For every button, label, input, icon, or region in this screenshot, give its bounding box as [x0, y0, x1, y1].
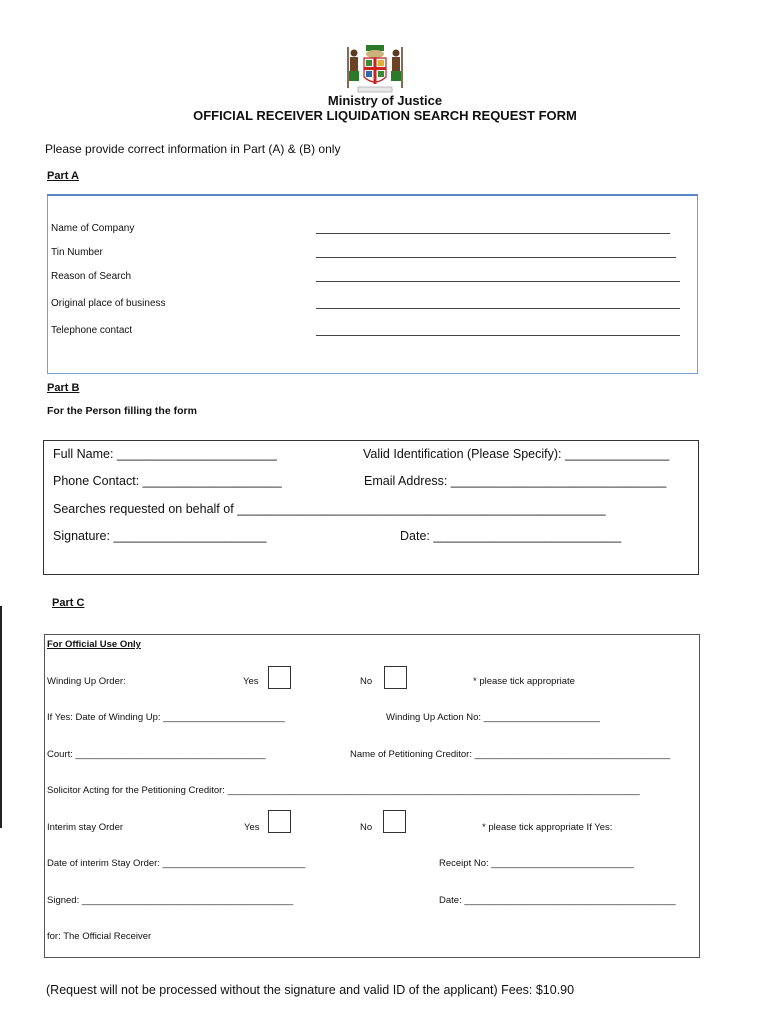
- interim-yes-checkbox[interactable]: [268, 810, 291, 833]
- part-b-box: [43, 440, 699, 575]
- interim-stay-order-label: Interim stay Order: [47, 822, 124, 833]
- part-a-heading: Part A: [47, 170, 79, 182]
- email-address-field[interactable]: Email Address: _______________________________: [364, 474, 667, 488]
- winding-up-order-label: Winding Up Order:: [47, 676, 126, 687]
- form-instructions: Please provide correct information in Part (A) & (B) only: [45, 142, 341, 156]
- official-use-heading: For Official Use Only: [47, 639, 141, 650]
- part-b-subtitle: For the Person filling the form: [47, 405, 197, 417]
- part-b-heading: Part B: [47, 382, 80, 394]
- margin-divider: [0, 606, 2, 828]
- court-field[interactable]: Court: ____________________________________: [47, 749, 266, 760]
- tick-note: * please tick appropriate: [473, 676, 575, 687]
- place-of-business-label: Original place of business: [51, 298, 166, 309]
- telephone-contact-label: Telephone contact: [51, 325, 133, 336]
- form-title: OFFICIAL RECEIVER LIQUIDATION SEARCH REQUEST FORM: [193, 108, 577, 123]
- date-field[interactable]: Date: ___________________________: [400, 529, 622, 543]
- solicitor-field[interactable]: Solicitor Acting for the Petitioning Creditor: ______________________________________________________________________________: [47, 785, 640, 796]
- winding-up-yes-label: Yes: [243, 676, 259, 687]
- phone-contact-field[interactable]: Phone Contact: ____________________: [53, 474, 282, 488]
- winding-up-no-label: No: [360, 676, 373, 687]
- reason-of-search-label: Reason of Search: [51, 271, 132, 282]
- winding-up-no-checkbox[interactable]: [384, 666, 407, 689]
- footer-note: (Request will not be processed without the signature and valid ID of the applicant) Fees: $10.90: [46, 983, 575, 997]
- part-a-box: [47, 194, 698, 374]
- full-name-field[interactable]: Full Name: _______________________: [53, 447, 277, 461]
- telephone-contact-field[interactable]: [316, 335, 680, 336]
- petitioning-creditor-field[interactable]: Name of Petitioning Creditor: _____________________________________: [350, 749, 671, 760]
- interim-no-label: No: [360, 822, 373, 833]
- winding-up-action-no-field[interactable]: Winding Up Action No: ______________________: [386, 712, 600, 723]
- valid-id-field[interactable]: Valid Identification (Please Specify): _______________: [363, 447, 670, 461]
- tin-number-field[interactable]: [316, 257, 676, 258]
- coat-of-arms-emblem: [344, 43, 406, 97]
- tin-number-label: Tin Number: [51, 247, 103, 258]
- receipt-no-field[interactable]: Receipt No: ___________________________: [439, 858, 634, 869]
- interim-yes-label: Yes: [244, 822, 260, 833]
- tick-note-if-yes: * please tick appropriate If Yes:: [482, 822, 613, 833]
- winding-up-date-field[interactable]: If Yes: Date of Winding Up: _______________________: [47, 712, 285, 723]
- part-c-heading: Part C: [52, 597, 85, 609]
- part-c-box: [44, 634, 700, 958]
- winding-up-yes-checkbox[interactable]: [268, 666, 291, 689]
- company-name-field[interactable]: [316, 233, 670, 234]
- official-date-field[interactable]: Date: ________________________________________: [439, 895, 676, 906]
- interim-no-checkbox[interactable]: [383, 810, 406, 833]
- place-of-business-field[interactable]: [316, 308, 680, 309]
- company-name-label: Name of Company: [51, 223, 135, 234]
- interim-stay-date-field[interactable]: Date of interim Stay Order: ___________________________: [47, 858, 306, 869]
- official-receiver-line: for: The Official Receiver: [47, 931, 152, 942]
- signature-field[interactable]: Signature: ______________________: [53, 529, 267, 543]
- reason-of-search-field[interactable]: [316, 281, 680, 282]
- ministry-heading: Ministry of Justice: [327, 93, 443, 108]
- on-behalf-of-field[interactable]: Searches requested on behalf of _____________________________________________________: [53, 502, 606, 516]
- signed-field[interactable]: Signed: ________________________________________: [47, 895, 294, 906]
